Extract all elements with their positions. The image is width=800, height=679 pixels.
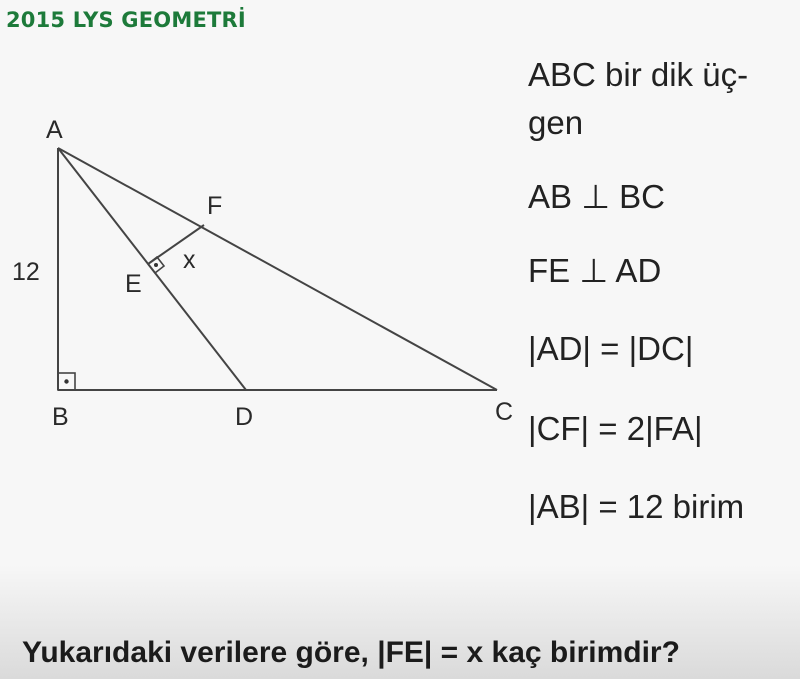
given-line-5: |AD| = |DC| <box>528 330 694 367</box>
point-label-d: D <box>235 403 254 431</box>
right-angle-dot-e <box>154 263 158 267</box>
segment-label-fe: x <box>183 246 196 274</box>
question-text: Yukarıdaki verilere göre, |FE| = x kaç birimdir? <box>22 636 680 669</box>
segment-ac <box>58 148 497 390</box>
point-label-f: F <box>207 192 223 220</box>
side-label-ab: 12 <box>12 258 40 286</box>
point-label-c: C <box>495 398 514 426</box>
given-line-1: ABC bir dik üç- <box>528 56 749 93</box>
page-header: 2015 LYS GEOMETRİ <box>6 8 246 32</box>
point-label-e: E <box>125 270 142 298</box>
point-label-b: B <box>52 403 69 431</box>
point-label-a: A <box>46 116 63 144</box>
given-line-4: FE ⊥ AD <box>528 252 662 289</box>
given-line-7: |AB| = 12 birim <box>528 488 745 525</box>
triangle-diagram <box>0 0 520 440</box>
given-line-3: AB ⊥ BC <box>528 178 665 215</box>
right-angle-dot-b <box>64 379 68 383</box>
given-line-6: |CF| = 2|FA| <box>528 410 703 447</box>
given-line-2: gen <box>528 104 584 141</box>
